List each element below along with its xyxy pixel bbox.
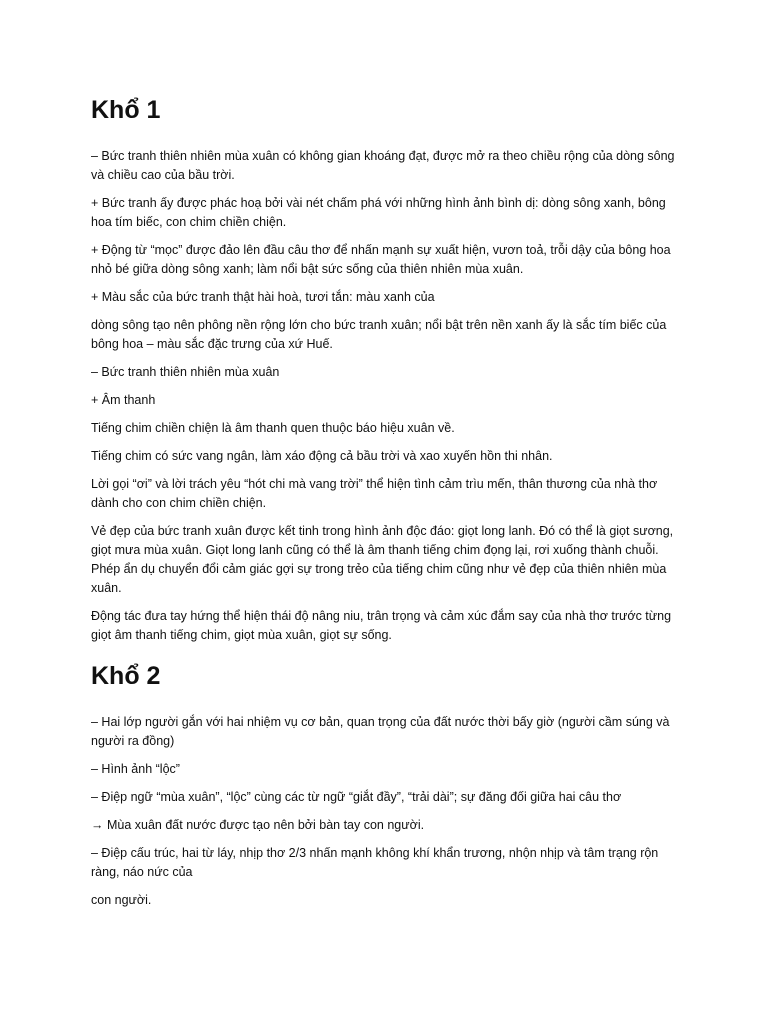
paragraph: Lời gọi “ơi” và lời trách yêu “hót chi mà vang trời” thể hiện tình cảm trìu mến, thân thương của nhà thơ dành cho con chim chiền chiện. xyxy=(91,477,658,510)
section-heading-kho-2: Khổ 2 xyxy=(91,662,161,690)
paragraph: – Bức tranh thiên nhiên mùa xuân có không gian khoáng đạt, được mở ra theo chiều rộng của dòng sông và chiều cao của bầu trời. xyxy=(91,149,675,182)
paragraph: + Bức tranh ấy được phác hoạ bởi vài nét chấm phá với những hình ảnh bình dị: dòng sông xanh, bông hoa tím biếc, con chim chiền chiện. xyxy=(91,196,666,229)
paragraph: Động tác đưa tay hứng thể hiện thái độ nâng niu, trân trọng và cảm xúc đắm say của nhà thơ trước từng giọt âm thanh tiếng chim, giọt mùa xuân, giọt sự sống. xyxy=(91,609,672,642)
paragraph: Vẻ đẹp của bức tranh xuân được kết tinh trong hình ảnh độc đáo: giọt long lanh. Đó có thể là giọt sương, giọt mưa mùa xuân. Giọt long lanh cũng có thể là âm thanh tiếng chim đọng lại, rơi xuống thành chuỗi. Phép ẩn dụ chuyển đổi cảm giác gợi sự trong trẻo của tiếng chim cũng như vẻ đẹp của thiên nhiên mùa xuân. xyxy=(91,524,674,595)
paragraph: – Hai lớp người gắn với hai nhiệm vụ cơ bản, quan trọng của đất nước thời bấy giờ (người cầm súng và người ra đồng) xyxy=(91,715,670,748)
paragraph: + Động từ “mọc” được đảo lên đầu câu thơ để nhấn mạnh sự xuất hiện, vươn toả, trỗi dậy của bông hoa nhỏ bé giữa dòng sông xanh; làm nổi bật sức sống của thiên nhiên mùa xuân. xyxy=(91,243,671,276)
paragraph: Tiếng chim chiền chiện là âm thanh quen thuộc báo hiệu xuân về. xyxy=(91,421,455,435)
paragraph: – Hình ảnh “lộc” xyxy=(91,762,180,776)
paragraph: Tiếng chim có sức vang ngân, làm xáo động cả bầu trời và xao xuyến hồn thi nhân. xyxy=(91,449,553,463)
paragraph: → Mùa xuân đất nước được tạo nên bởi bàn tay con người. xyxy=(91,818,425,832)
section-heading-kho-1: Khổ 1 xyxy=(91,96,161,124)
paragraph: + Âm thanh xyxy=(91,393,156,407)
paragraph: dòng sông tạo nên phông nền rộng lớn cho bức tranh xuân; nổi bật trên nền xanh ấy là sắc tím biếc của bông hoa – màu sắc đặc trưng của xứ Huế. xyxy=(91,318,667,351)
paragraph: – Điệp ngữ “mùa xuân”, “lộc” cùng các từ ngữ “giắt đầy”, “trải dài”; sự đăng đối giữa hai câu thơ xyxy=(91,790,622,804)
paragraph: con người. xyxy=(91,893,152,907)
paragraph: + Màu sắc của bức tranh thật hài hoà, tươi tắn: màu xanh của xyxy=(91,290,435,304)
paragraph: – Điệp cấu trúc, hai từ láy, nhịp thơ 2/3 nhấn mạnh không khí khẩn trương, nhộn nhịp và tâm trạng rộn ràng, náo nức của xyxy=(91,846,659,879)
paragraph: – Bức tranh thiên nhiên mùa xuân xyxy=(91,365,280,379)
